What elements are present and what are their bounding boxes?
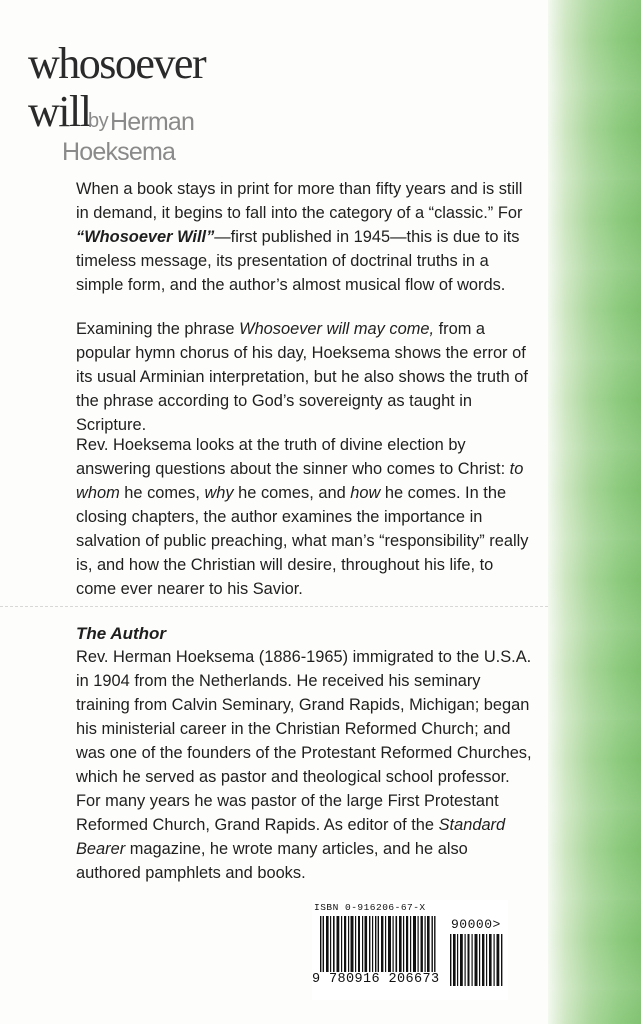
author-bio-paragraph (76, 645, 536, 885)
bio-text-a: Rev. Herman Hoeksema (1886-1965) immigrated to the U.S.A. in 1904 from the Netherlands. He received his seminary training from Calvin Seminary, Grand Rapids, Michigan; began his ministerial career in the Christian Reformed Church; and was one of the founders of the Protestant Reformed Churches, which he served as pastor and theological school professor. For many years he was pastor of the large First Protestant Reformed Church, Grand Rapids. As editor of the (76, 648, 532, 834)
author-section-heading: The Author (76, 624, 167, 643)
p2-phrase: Whosoever will may come, (239, 320, 435, 338)
byline-by: by (88, 110, 109, 132)
description-paragraph-2 (76, 317, 536, 437)
bio-text-c: magazine, he wrote many articles, and he also authored pamphlets and books. (76, 840, 468, 882)
p2-text-c: from a popular hymn chorus of his day, Hoeksema shows the error of its usual Arminian interpretation, but he also shows the truth of the phrase according to God’s sovereignty as taught in Scripture. (76, 320, 528, 434)
p3-em-how: how (350, 484, 381, 502)
description-paragraph-3 (76, 433, 536, 601)
author-last-name: Hoeksema (62, 138, 176, 166)
title-line-1: whosoever (28, 39, 206, 88)
ean-barcode-bars (314, 916, 442, 980)
isbn-number: ISBN 0-916206-67-X (314, 902, 426, 913)
addon-barcode-bars (448, 934, 506, 986)
green-spine-band (548, 0, 641, 1024)
bio-magazine-title: Standard Bearer (76, 816, 506, 858)
p3-text-g: he comes. In the closing chapters, the author examines the importance in salvation of public preaching, what man’s “responsibility” really is, and how the Christian will desire, throughout his life, to come ever nearer to his Savior. (76, 484, 529, 598)
p1-book-title: “Whosoever Will” (76, 228, 215, 246)
p2-text-a: Examining the phrase (76, 320, 240, 338)
p3-text-a: Rev. Hoeksema looks at the truth of divine election by answering questions about the sinner who comes to Christ: (76, 436, 510, 478)
ean-digits: 9 780916 206673 (312, 972, 440, 987)
description-paragraph-1 (76, 177, 536, 297)
p1-text-c: —first published in 1945—this is due to its timeless message, its presentation of doctrinal truths in a simple form, and the author’s almost musical flow of words. (76, 228, 520, 294)
p3-em-why: why (204, 484, 234, 502)
author-first-name: Herman (110, 108, 195, 136)
p3-em-to-whom: to whom (76, 460, 524, 502)
p3-text-e: he comes, and (233, 484, 351, 502)
price-code: 90000> (451, 917, 501, 932)
p3-text-c: he comes, (119, 484, 205, 502)
title-line-2: will (28, 87, 91, 136)
fold-line (0, 606, 548, 607)
isbn-barcode (312, 900, 508, 1000)
p1-text-a: When a book stays in print for more than fifty years and is still in demand, it begins to fall into the category of a “classic.” For (76, 180, 523, 222)
book-title-block (20, 36, 320, 166)
